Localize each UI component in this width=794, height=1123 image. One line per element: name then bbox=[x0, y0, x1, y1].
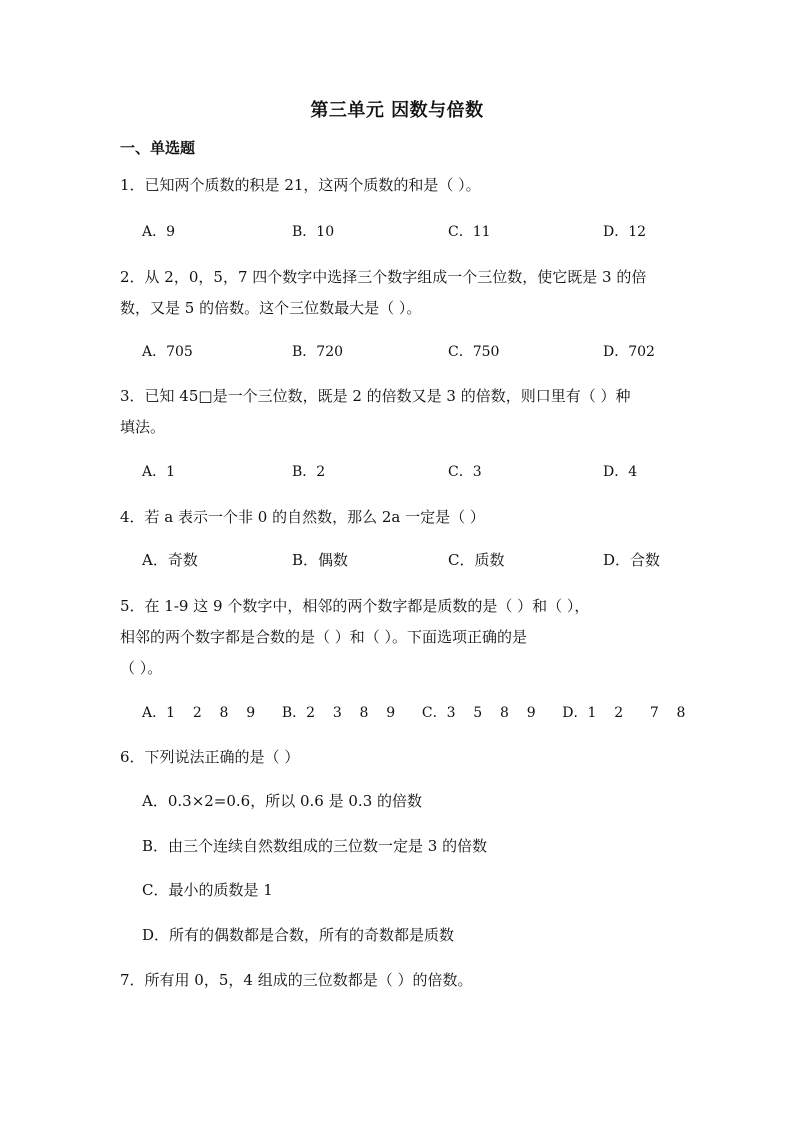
question-1-option-d: D．12 bbox=[603, 224, 647, 240]
question-2-option-c: C．750 bbox=[448, 344, 500, 360]
section-heading: 一、单选题 bbox=[120, 139, 196, 157]
question-2-option-b: B．720 bbox=[292, 344, 344, 360]
question-6-line-1: 6．下列说法正确的是（ ） bbox=[120, 748, 300, 766]
question-3-line-2: 填法。 bbox=[120, 418, 166, 436]
question-5-options: A．1 2 8 9 B．2 3 8 9 C．3 5 8 9 D．1 2 7 8 bbox=[142, 705, 686, 721]
question-1-option-c: C．11 bbox=[448, 224, 491, 240]
question-4-option-a: A．奇数 bbox=[142, 551, 198, 569]
question-4-option-d: D．合数 bbox=[603, 551, 661, 569]
question-2-line-1: 2．从 2，0，5，7 四个数字中选择三个数字组成一个三位数，使它既是 3 的倍 bbox=[120, 268, 647, 286]
question-3-option-b: B．2 bbox=[292, 464, 326, 480]
question-1-line-1: 1．已知两个质数的积是 21，这两个质数的和是（ ）。 bbox=[120, 176, 481, 194]
question-3-option-d: D．4 bbox=[603, 464, 638, 480]
question-6-option-c: C．最小的质数是 1 bbox=[142, 881, 273, 899]
question-4-option-c: C．质数 bbox=[448, 551, 505, 569]
question-6-option-a: A．0.3×2=0.6，所以 0.6 是 0.3 的倍数 bbox=[142, 792, 423, 810]
question-2-line-2: 数，又是 5 的倍数。这个三位数最大是（ ）。 bbox=[120, 299, 422, 317]
question-5-line-3: （ ）。 bbox=[120, 659, 163, 677]
question-1-option-a: A．9 bbox=[142, 224, 176, 240]
question-5-line-2: 相邻的两个数字都是合数的是（ ）和（ ）。下面选项正确的是 bbox=[120, 628, 528, 646]
question-7-line-1: 7．所有用 0，5，4 组成的三位数都是（ ）的倍数。 bbox=[120, 971, 473, 989]
question-6-option-d: D．所有的偶数都是合数，所有的奇数都是质数 bbox=[142, 926, 455, 944]
question-3-option-a: A．1 bbox=[142, 464, 176, 480]
question-5-line-1: 5．在 1-9 这 9 个数字中，相邻的两个数字都是质数的是（ ）和（ ）， bbox=[120, 597, 590, 615]
question-2-option-d: D．702 bbox=[603, 344, 655, 360]
question-4-line-1: 4．若 a 表示一个非 0 的自然数，那么 2a 一定是（ ） bbox=[120, 508, 485, 526]
question-3-line-1: 3．已知 45□是一个三位数，既是 2 的倍数又是 3 的倍数，则口里有（ ）种 bbox=[120, 387, 631, 405]
page-title: 第三单元 因数与倍数 bbox=[310, 100, 484, 121]
question-2-option-a: A．705 bbox=[142, 344, 193, 360]
question-4-option-b: B．偶数 bbox=[292, 551, 349, 569]
question-6-option-b: B．由三个连续自然数组成的三位数一定是 3 的倍数 bbox=[142, 837, 488, 855]
question-1-option-b: B．10 bbox=[292, 224, 335, 240]
question-3-option-c: C．3 bbox=[448, 464, 482, 480]
